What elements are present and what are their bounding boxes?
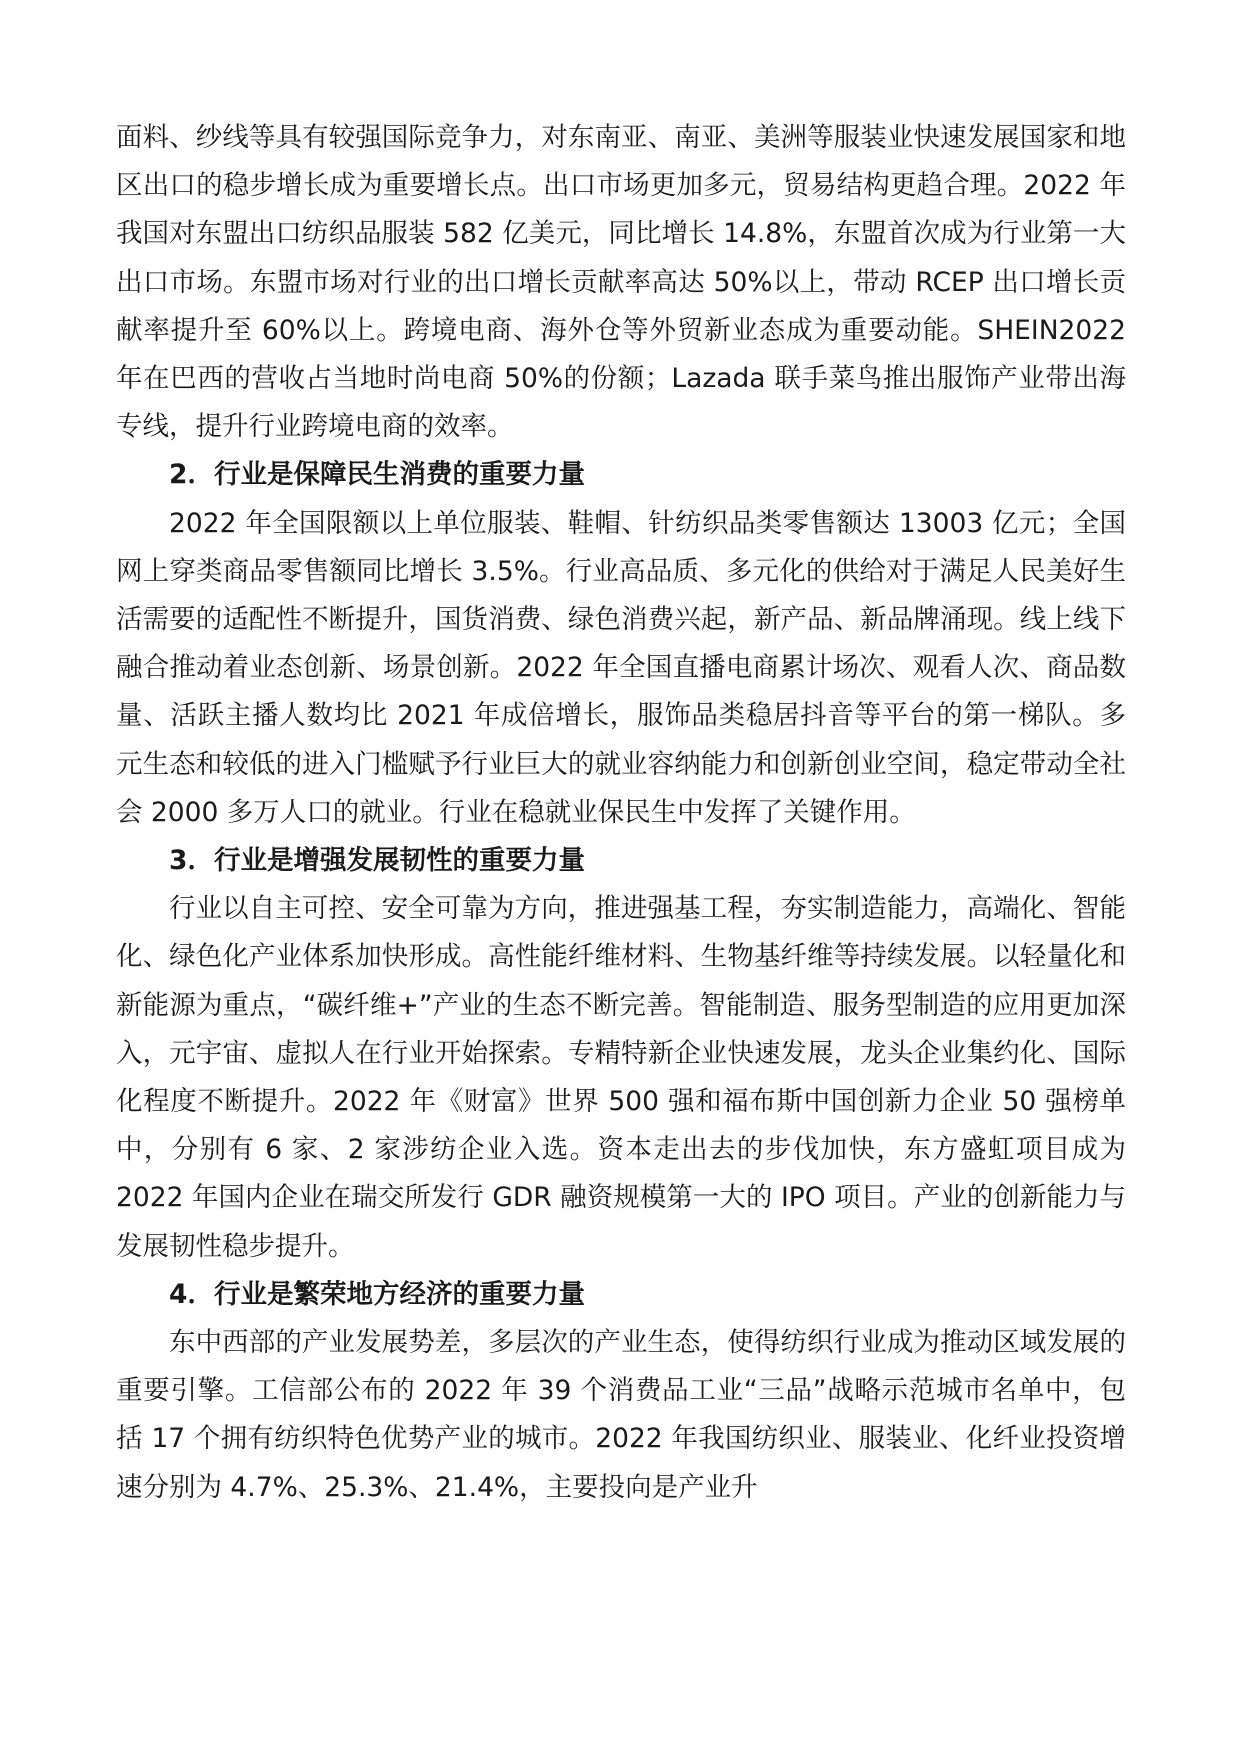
document-page: [116, 114, 1126, 1512]
section-heading-2: 2．行业是保障民生消费的重要力量: [169, 459, 585, 491]
paragraph-local-economy: 东中西部的产业发展势差，多层次的产业生态，使得纺织行业成为推动区域发展的重要引擎。工信部公布的 2022 年 39 个消费品工业“三品”战略示范城市名单中，包括 17 个拥有纺织特色优势产业的城市。2022 年我国纺织业、服装业、化纤业投资增速分别为 4.7%、25.3%、21.4%，主要投向是产业升: [116, 1327, 1126, 1503]
paragraph-resilience: 行业以自主可控、安全可靠为方向，推进强基工程，夯实制造能力，高端化、智能化、绿色化产业体系加快形成。高性能纤维材料、生物基纤维等持续发展。以轻量化和新能源为重点，“碳纤维+”产业的生态不断完善。智能制造、服务型制造的应用更加深入，元宇宙、虚拟人在行业开始探索。专精特新企业快速发展，龙头企业集约化、国际化程度不断提升。2022 年《财富》世界 500 强和福布斯中国创新力企业 50 强榜单中，分别有 6 家、2 家涉纺企业入选。资本走出去的步伐加快，东方盛虹项目成为 2022 年国内企业在瑞交所发行 GDR 融资规模第一大的 IPO 项目。产业的创新能力与发展韧性稳步提升。: [116, 893, 1126, 1262]
paragraph-export-markets: 面料、纱线等具有较强国际竞争力，对东南亚、南亚、美洲等服装业快速发展国家和地区出口的稳步增长成为重要增长点。出口市场更加多元，贸易结构更趋合理。2022 年我国对东盟出口纺织品服装 582 亿美元，同比增长 14.8%，东盟首次成为行业第一大出口市场。东盟市场对行业的出口增长贡献率高达 50%以上，带动 RCEP 出口增长贡献率提升至 60%以上。跨境电商、海外仓等外贸新业态成为重要动能。SHEIN2022 年在巴西的营收占当地时尚电商 50%的份额；Lazada 联手菜鸟推出服饰产业带出海专线，提升行业跨境电商的效率。: [116, 122, 1126, 443]
section-heading-4: 4．行业是繁荣地方经济的重要力量: [169, 1278, 585, 1310]
section-heading-3: 3．行业是增强发展韧性的重要力量: [169, 845, 585, 877]
paragraph-consumption: 2022 年全国限额以上单位服装、鞋帽、针纺织品类零售额达 13003 亿元；全国网上穿类商品零售额同比增长 3.5%。行业高品质、多元化的供给对于满足人民美好生活需要的适配性不断提升，国货消费、绿色消费兴起，新产品、新品牌涌现。线上线下融合推动着业态创新、场景创新。2022 年全国直播电商累计场次、观看人次、商品数量、活跃主播人数均比 2021 年成倍增长，服饰品类稳居抖音等平台的第一梯队。多元生态和较低的进入门槛赋予行业巨大的就业容纳能力和创新创业空间，稳定带动全社会 2000 多万人口的就业。行业在稳就业保民生中发挥了关键作用。: [116, 507, 1126, 828]
